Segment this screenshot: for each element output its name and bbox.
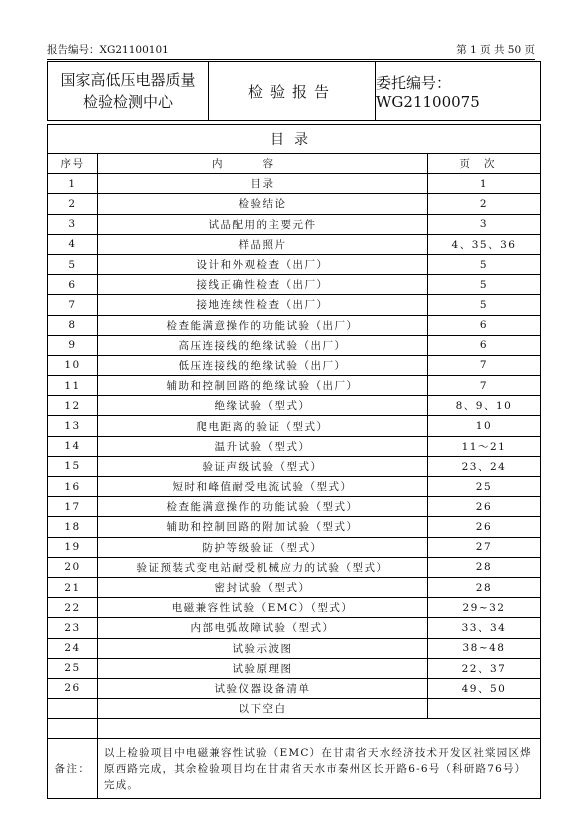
toc-row-content: 防护等级验证（型式） bbox=[98, 537, 428, 557]
toc-row-number: 22 bbox=[48, 598, 98, 618]
toc-row-content: 目录 bbox=[98, 174, 428, 194]
toc-row-content: 接地连续性检查（出厂） bbox=[98, 295, 428, 315]
toc-row-number: 14 bbox=[48, 436, 98, 456]
toc-row-number: 25 bbox=[48, 658, 98, 678]
toc-row bbox=[48, 315, 541, 335]
toc-row bbox=[48, 355, 541, 375]
remark-row bbox=[48, 739, 541, 799]
toc-row-page: 5 bbox=[427, 295, 540, 315]
entrust-number: 委托编号：WG21100075 bbox=[376, 73, 480, 111]
end-note-row bbox=[48, 699, 541, 719]
report-number: 报告编号：XG21100101 bbox=[47, 44, 169, 56]
column-header-no: 序号 bbox=[48, 154, 98, 174]
organization-name bbox=[48, 62, 209, 120]
toc-row bbox=[48, 658, 541, 678]
toc-caption-row bbox=[48, 125, 541, 154]
toc-row-content: 内部电弧故障试验（型式） bbox=[98, 618, 428, 638]
toc-row bbox=[48, 275, 541, 295]
toc-row-page: 8、9、10 bbox=[427, 396, 540, 416]
toc-row-page: 26 bbox=[427, 517, 540, 537]
toc-row-content: 试验示波图 bbox=[98, 638, 428, 658]
org-line-2: 检验检测中心 bbox=[82, 93, 173, 111]
toc-row-page: 1 bbox=[427, 174, 540, 194]
toc-row bbox=[48, 295, 541, 315]
toc-row-content: 接线正确性检查（出厂） bbox=[98, 275, 428, 295]
toc-row-number: 9 bbox=[48, 335, 98, 355]
toc-row bbox=[48, 477, 541, 497]
blank-row bbox=[48, 719, 541, 739]
remark-text: 以上检验项目中电磁兼容性试验（EMC）在甘肃省天水经济技术开发区社棠园区烨原西路完成，其余检验项目均在甘肃省天水市秦州区长开路6-6号（科研路76号）完成。 bbox=[98, 739, 541, 799]
toc-row-content: 绝缘试验（型式） bbox=[98, 396, 428, 416]
toc-row-page: 10 bbox=[427, 416, 540, 436]
table-of-contents bbox=[47, 124, 541, 799]
toc-row-number: 8 bbox=[48, 315, 98, 335]
column-header-page: 页次 bbox=[427, 154, 540, 174]
toc-row bbox=[48, 678, 541, 698]
toc-row-number: 2 bbox=[48, 194, 98, 214]
toc-row-page: 23、24 bbox=[427, 456, 540, 476]
toc-row-content: 辅助和控制回路的绝缘试验（出厂） bbox=[98, 376, 428, 396]
toc-row-page: 28 bbox=[427, 557, 540, 577]
toc-row-content: 短时和峰值耐受电流试验（型式） bbox=[98, 477, 428, 497]
toc-row bbox=[48, 537, 541, 557]
end-note: 以下空白 bbox=[98, 699, 428, 719]
toc-row-number: 4 bbox=[48, 234, 98, 254]
toc-row-page: 5 bbox=[427, 254, 540, 274]
toc-row-page: 25 bbox=[427, 477, 540, 497]
toc-row bbox=[48, 456, 541, 476]
toc-row-content: 检查能满意操作的功能试验（型式） bbox=[98, 497, 428, 517]
toc-row bbox=[48, 396, 541, 416]
toc-row-number: 5 bbox=[48, 254, 98, 274]
toc-row-content: 验证预装式变电站耐受机械应力的试验（型式） bbox=[98, 557, 428, 577]
toc-row-page: 5 bbox=[427, 275, 540, 295]
toc-row-number: 19 bbox=[48, 537, 98, 557]
toc-row-content: 试品配用的主要元件 bbox=[98, 214, 428, 234]
toc-row bbox=[48, 234, 541, 254]
toc-row-content: 试验仪器设备清单 bbox=[98, 678, 428, 698]
toc-row-page: 7 bbox=[427, 376, 540, 396]
toc-row bbox=[48, 577, 541, 597]
toc-row-content: 温升试验（型式） bbox=[98, 436, 428, 456]
toc-row bbox=[48, 335, 541, 355]
toc-row-page: 49、50 bbox=[427, 678, 540, 698]
toc-row-content: 设计和外观检查（出厂） bbox=[98, 254, 428, 274]
toc-row-number: 16 bbox=[48, 477, 98, 497]
report-title: 检验报告 bbox=[209, 62, 376, 120]
toc-row-number: 24 bbox=[48, 638, 98, 658]
toc-row-number: 6 bbox=[48, 275, 98, 295]
toc-row-content: 高压连接线的绝缘试验（出厂） bbox=[98, 335, 428, 355]
toc-row-content: 样品照片 bbox=[98, 234, 428, 254]
toc-row bbox=[48, 214, 541, 234]
toc-row-page: 22、37 bbox=[427, 658, 540, 678]
toc-row-number: 23 bbox=[48, 618, 98, 638]
toc-row-number: 18 bbox=[48, 517, 98, 537]
toc-row-number: 17 bbox=[48, 497, 98, 517]
toc-row-content: 辅助和控制回路的附加试验（型式） bbox=[98, 517, 428, 537]
toc-row-page: 28 bbox=[427, 577, 540, 597]
org-line-1: 国家高低压电器质量 bbox=[60, 71, 196, 89]
toc-row bbox=[48, 497, 541, 517]
toc-row-content: 电磁兼容性试验（EMC）（型式） bbox=[98, 598, 428, 618]
toc-row-page: 38~48 bbox=[427, 638, 540, 658]
toc-row bbox=[48, 376, 541, 396]
toc-row-number: 11 bbox=[48, 376, 98, 396]
toc-row bbox=[48, 416, 541, 436]
toc-row-number: 13 bbox=[48, 416, 98, 436]
toc-row-number: 7 bbox=[48, 295, 98, 315]
toc-row-number: 20 bbox=[48, 557, 98, 577]
toc-row-content: 爬电距离的验证（型式） bbox=[98, 416, 428, 436]
toc-row-content: 密封试验（型式） bbox=[98, 577, 428, 597]
toc-row bbox=[48, 174, 541, 194]
toc-row-page: 3 bbox=[427, 214, 540, 234]
toc-row-number: 26 bbox=[48, 678, 98, 698]
toc-row-page: 7 bbox=[427, 355, 540, 375]
toc-row-page: 33、34 bbox=[427, 618, 540, 638]
toc-row-number: 3 bbox=[48, 214, 98, 234]
toc-caption: 目录 bbox=[48, 125, 541, 154]
toc-header-row bbox=[48, 154, 541, 174]
toc-row bbox=[48, 254, 541, 274]
toc-row-page: 11～21 bbox=[427, 436, 540, 456]
toc-row-page: 2 bbox=[427, 194, 540, 214]
toc-row-page: 29~32 bbox=[427, 598, 540, 618]
column-header-content: 内容 bbox=[98, 154, 428, 174]
toc-row bbox=[48, 517, 541, 537]
toc-row-content: 检查能满意操作的功能试验（出厂） bbox=[98, 315, 428, 335]
toc-row-content: 验证声级试验（型式） bbox=[98, 456, 428, 476]
toc-row bbox=[48, 194, 541, 214]
toc-row-page: 4、35、36 bbox=[427, 234, 540, 254]
page-indicator: 第 1 页 共 50 页 bbox=[456, 44, 535, 56]
toc-row bbox=[48, 436, 541, 456]
toc-row-page: 6 bbox=[427, 315, 540, 335]
toc-row-number: 21 bbox=[48, 577, 98, 597]
toc-row-number: 10 bbox=[48, 355, 98, 375]
header-divider bbox=[47, 59, 535, 60]
toc-row bbox=[48, 598, 541, 618]
toc-row-content: 试验原理图 bbox=[98, 658, 428, 678]
toc-row-page: 27 bbox=[427, 537, 540, 557]
toc-row-number: 1 bbox=[48, 174, 98, 194]
toc-row-number: 15 bbox=[48, 456, 98, 476]
toc-row bbox=[48, 557, 541, 577]
title-block bbox=[47, 61, 541, 121]
toc-row-content: 检验结论 bbox=[98, 194, 428, 214]
toc-row-number: 12 bbox=[48, 396, 98, 416]
toc-row bbox=[48, 638, 541, 658]
toc-row bbox=[48, 618, 541, 638]
toc-row-page: 26 bbox=[427, 497, 540, 517]
toc-row-content: 低压连接线的绝缘试验（出厂） bbox=[98, 355, 428, 375]
toc-row-page: 6 bbox=[427, 335, 540, 355]
remark-label: 备注： bbox=[48, 739, 98, 799]
